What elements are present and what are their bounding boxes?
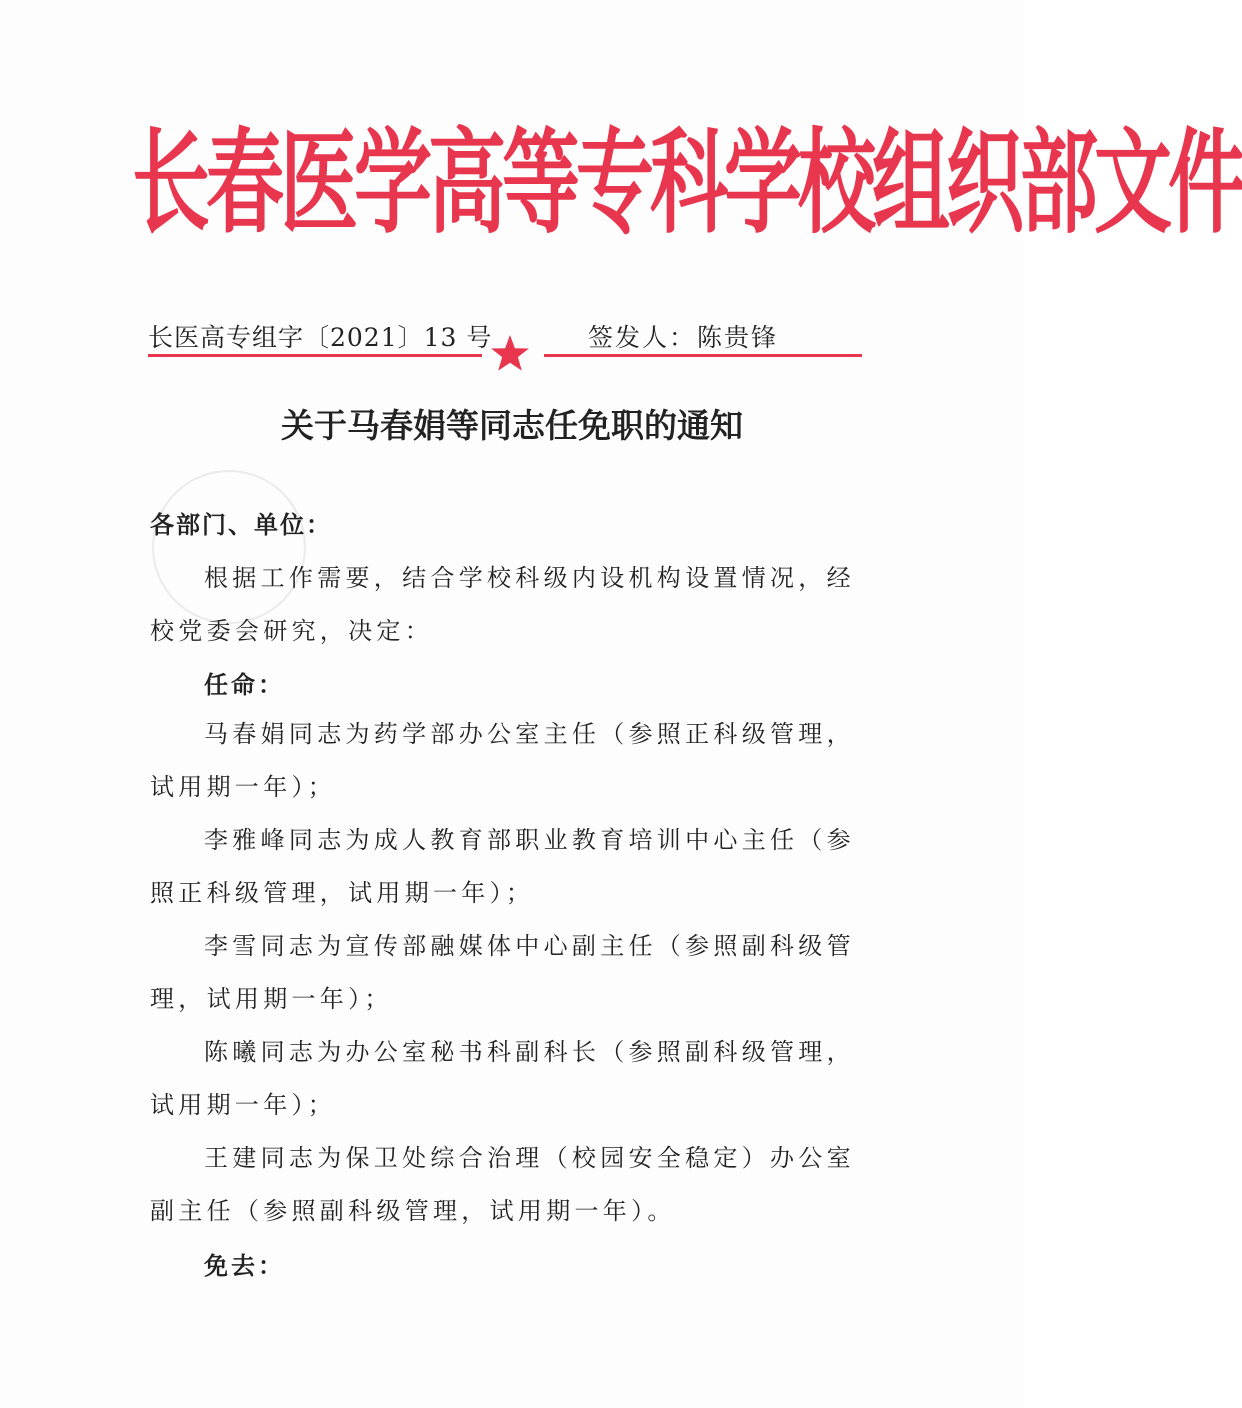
header-divider-left <box>148 354 482 357</box>
intro-paragraph: 根据工作需要，结合学校科级内设机构设置情况，经校党委会研究，决定： <box>150 564 855 645</box>
appointment-item: 李雪同志为宣传部融媒体中心副主任（参照副科级管理，试用期一年）； <box>150 932 855 1013</box>
appointment-item: 陈曦同志为办公室秘书科副科长（参照副科级管理，试用期一年）； <box>150 1038 855 1119</box>
header-divider-right <box>544 354 862 357</box>
document-number: 长医高专组字〔2021〕13 号 <box>148 323 493 352</box>
notice-title: 关于马春娟等同志任免职的通知 <box>281 406 743 445</box>
appointment-item: 马春娟同志为药学部办公室主任（参照正科级管理，试用期一年）； <box>150 720 855 801</box>
appoint-heading: 任命： <box>204 670 285 699</box>
red-star-icon <box>490 333 530 373</box>
dismiss-heading: 免去： <box>204 1251 285 1280</box>
issuer-label: 签发人： <box>588 323 697 352</box>
issuer-name: 陈贵锋 <box>697 323 779 352</box>
appointment-item: 王建同志为保卫处综合治理（校园安全稳定）办公室副主任（参照副科级管理，试用期一年）。 <box>150 1144 855 1225</box>
org-header-title: 长春医学高等专科学校组织部文件 <box>132 119 1242 250</box>
appointment-item: 李雅峰同志为成人教育部职业教育培训中心主任（参照正科级管理，试用期一年）； <box>150 826 855 907</box>
salutation: 各部门、单位： <box>150 510 332 539</box>
